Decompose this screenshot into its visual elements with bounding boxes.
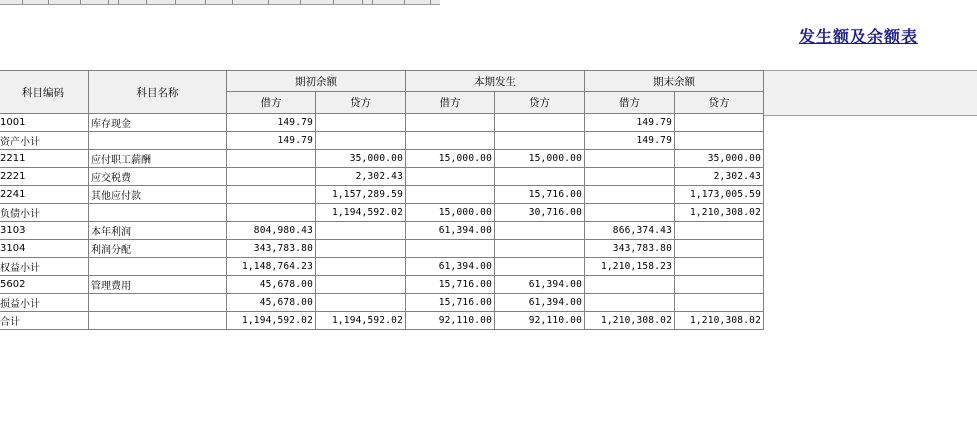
opening-credit-cell[interactable]: 2,302.43 — [316, 168, 406, 186]
row-code-cell[interactable]: 资产小计 — [0, 132, 89, 150]
opening-debit-cell[interactable] — [227, 168, 316, 186]
header-current-credit: 贷方 — [495, 92, 585, 114]
current-credit-cell[interactable] — [495, 168, 585, 186]
row-name-cell[interactable]: 管理费用 — [89, 276, 227, 294]
current-debit-cell[interactable]: 15,716.00 — [406, 294, 495, 312]
row-code-cell[interactable]: 5602 — [0, 276, 89, 294]
current-debit-cell[interactable]: 61,394.00 — [406, 258, 495, 276]
current-credit-cell[interactable] — [495, 132, 585, 150]
opening-debit-cell[interactable] — [227, 150, 316, 168]
table-row[interactable] — [0, 132, 764, 150]
closing-debit-cell[interactable]: 1,210,308.02 — [585, 312, 675, 330]
current-credit-cell[interactable]: 61,394.00 — [495, 294, 585, 312]
closing-debit-cell[interactable]: 343,783.80 — [585, 240, 675, 258]
report-title: 发生额及余额表 — [799, 27, 919, 46]
row-name-cell[interactable] — [89, 312, 227, 330]
current-credit-cell[interactable]: 92,110.00 — [495, 312, 585, 330]
closing-debit-cell[interactable] — [585, 150, 675, 168]
balance-table — [0, 70, 764, 330]
opening-credit-cell[interactable]: 1,194,592.02 — [316, 204, 406, 222]
header-opening-credit: 贷方 — [316, 92, 406, 114]
table-row[interactable] — [0, 276, 764, 294]
table-row[interactable] — [0, 114, 764, 132]
closing-debit-cell[interactable] — [585, 204, 675, 222]
table-row[interactable] — [0, 168, 764, 186]
closing-debit-cell[interactable]: 1,210,158.23 — [585, 258, 675, 276]
row-name-cell[interactable]: 利润分配 — [89, 240, 227, 258]
current-debit-cell[interactable]: 15,000.00 — [406, 204, 495, 222]
current-credit-cell[interactable] — [495, 240, 585, 258]
closing-credit-cell[interactable] — [675, 294, 764, 312]
closing-credit-cell[interactable] — [675, 222, 764, 240]
closing-credit-cell[interactable] — [675, 114, 764, 132]
closing-credit-cell[interactable] — [675, 276, 764, 294]
opening-credit-cell[interactable] — [316, 114, 406, 132]
current-credit-cell[interactable]: 15,716.00 — [495, 186, 585, 204]
header-current-debit: 借方 — [406, 92, 495, 114]
header-current: 本期发生 — [406, 71, 585, 92]
header-closing-credit: 贷方 — [675, 92, 764, 114]
opening-debit-cell[interactable]: 1,194,592.02 — [227, 312, 316, 330]
closing-debit-cell[interactable] — [585, 294, 675, 312]
closing-credit-cell[interactable]: 2,302.43 — [675, 168, 764, 186]
header-closing-debit: 借方 — [585, 92, 675, 114]
closing-debit-cell[interactable] — [585, 276, 675, 294]
current-credit-cell[interactable]: 30,716.00 — [495, 204, 585, 222]
closing-credit-cell[interactable]: 35,000.00 — [675, 150, 764, 168]
opening-credit-cell[interactable]: 35,000.00 — [316, 150, 406, 168]
header-closing: 期末余额 — [585, 71, 764, 92]
opening-credit-cell[interactable]: 1,194,592.02 — [316, 312, 406, 330]
current-credit-cell[interactable] — [495, 114, 585, 132]
row-name-cell[interactable]: 应付职工薪酬 — [89, 150, 227, 168]
table-row[interactable] — [0, 294, 764, 312]
opening-credit-cell[interactable] — [316, 276, 406, 294]
closing-debit-cell[interactable]: 866,374.43 — [585, 222, 675, 240]
closing-debit-cell[interactable] — [585, 186, 675, 204]
current-debit-cell[interactable] — [406, 240, 495, 258]
row-code-cell[interactable]: 合计 — [0, 312, 89, 330]
row-name-cell[interactable] — [89, 258, 227, 276]
toolbar-strip — [0, 0, 440, 5]
opening-credit-cell[interactable] — [316, 240, 406, 258]
closing-credit-cell[interactable]: 1,210,308.02 — [675, 312, 764, 330]
current-debit-cell[interactable]: 15,716.00 — [406, 276, 495, 294]
header-opening-debit: 借方 — [227, 92, 316, 114]
opening-credit-cell[interactable]: 1,157,289.59 — [316, 186, 406, 204]
current-debit-cell[interactable]: 61,394.00 — [406, 222, 495, 240]
opening-debit-cell[interactable]: 804,980.43 — [227, 222, 316, 240]
row-code-cell[interactable]: 3103 — [0, 222, 89, 240]
current-credit-cell[interactable] — [495, 222, 585, 240]
opening-debit-cell[interactable]: 343,783.80 — [227, 240, 316, 258]
table-row[interactable] — [0, 204, 764, 222]
header-name: 科目名称 — [89, 71, 227, 114]
current-debit-cell[interactable]: 92,110.00 — [406, 312, 495, 330]
closing-credit-cell[interactable] — [675, 258, 764, 276]
opening-credit-cell[interactable] — [316, 294, 406, 312]
title-panel — [0, 6, 977, 64]
closing-credit-cell[interactable]: 1,210,308.02 — [675, 204, 764, 222]
row-name-cell[interactable]: 其他应付款 — [89, 186, 227, 204]
opening-debit-cell[interactable]: 45,678.00 — [227, 294, 316, 312]
table-body — [0, 114, 764, 330]
closing-debit-cell[interactable]: 149.79 — [585, 132, 675, 150]
opening-debit-cell[interactable]: 149.79 — [227, 114, 316, 132]
closing-credit-cell[interactable] — [675, 132, 764, 150]
table-row[interactable] — [0, 186, 764, 204]
row-code-cell[interactable]: 1001 — [0, 114, 89, 132]
row-code-cell[interactable]: 2241 — [0, 186, 89, 204]
closing-credit-cell[interactable]: 1,173,005.59 — [675, 186, 764, 204]
opening-credit-cell[interactable] — [316, 258, 406, 276]
row-code-cell[interactable]: 损益小计 — [0, 294, 89, 312]
row-name-cell[interactable] — [89, 204, 227, 222]
opening-debit-cell[interactable]: 45,678.00 — [227, 276, 316, 294]
table-row[interactable] — [0, 240, 764, 258]
row-name-cell[interactable]: 应交税费 — [89, 168, 227, 186]
current-debit-cell[interactable] — [406, 114, 495, 132]
row-code-cell[interactable]: 2221 — [0, 168, 89, 186]
header-opening: 期初余额 — [227, 71, 406, 92]
closing-credit-cell[interactable] — [675, 240, 764, 258]
row-code-cell[interactable]: 2211 — [0, 150, 89, 168]
closing-debit-cell[interactable]: 149.79 — [585, 114, 675, 132]
current-debit-cell[interactable] — [406, 132, 495, 150]
opening-debit-cell[interactable]: 1,148,764.23 — [227, 258, 316, 276]
row-code-cell[interactable]: 权益小计 — [0, 258, 89, 276]
row-code-cell[interactable]: 负债小计 — [0, 204, 89, 222]
current-credit-cell[interactable] — [495, 258, 585, 276]
closing-debit-cell[interactable] — [585, 168, 675, 186]
current-credit-cell[interactable]: 61,394.00 — [495, 276, 585, 294]
row-code-cell[interactable]: 3104 — [0, 240, 89, 258]
current-debit-cell[interactable]: 15,000.00 — [406, 150, 495, 168]
opening-debit-cell[interactable]: 149.79 — [227, 132, 316, 150]
opening-debit-cell[interactable] — [227, 204, 316, 222]
row-name-cell[interactable]: 本年利润 — [89, 222, 227, 240]
row-name-cell[interactable] — [89, 294, 227, 312]
opening-debit-cell[interactable] — [227, 186, 316, 204]
table-row[interactable] — [0, 312, 764, 330]
current-debit-cell[interactable] — [406, 186, 495, 204]
header-code: 科目编码 — [0, 71, 89, 114]
current-debit-cell[interactable] — [406, 168, 495, 186]
opening-credit-cell[interactable] — [316, 222, 406, 240]
table-row[interactable] — [0, 222, 764, 240]
current-credit-cell[interactable]: 15,000.00 — [495, 150, 585, 168]
opening-credit-cell[interactable] — [316, 132, 406, 150]
row-name-cell[interactable] — [89, 132, 227, 150]
row-name-cell[interactable]: 库存现金 — [89, 114, 227, 132]
table-row[interactable] — [0, 258, 764, 276]
table-row[interactable] — [0, 150, 764, 168]
